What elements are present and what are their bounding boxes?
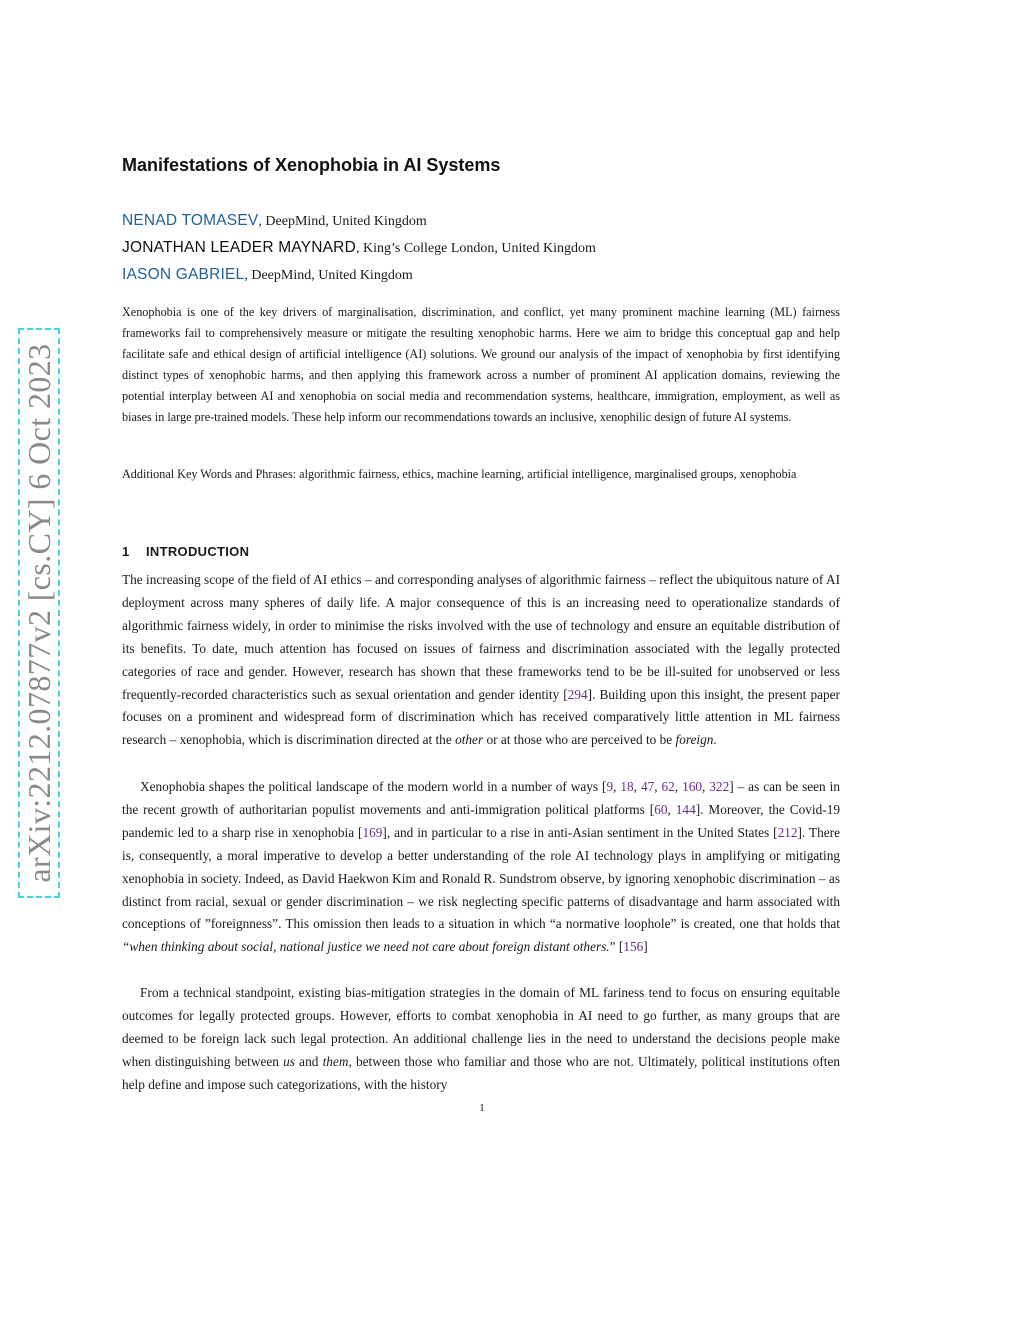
citation-link[interactable]: 169 bbox=[362, 824, 383, 840]
para-text: ]. Building upon this insight, the present paper focuses on a prominent and widespread form of discrimination which has received comparatively little attention in ML fairness research – xenophobia, which is discrimination directed at the bbox=[122, 686, 840, 748]
separator: , bbox=[613, 779, 621, 794]
emphasis: them bbox=[322, 1053, 349, 1069]
arxiv-stamp: arXiv:2212.07877v2 [cs.CY] 6 Oct 2023 bbox=[18, 328, 60, 898]
abstract: Xenophobia is one of the key drivers of marginalisation, discrimination, and conflict, yet many prominent machine learning (ML) fairness frameworks fail to comprehensively measure or mitigate the resulting xenophobic harms. Here we aim to bridge this conceptual gap and help facilitate safe and ethical design of artificial intelligence (AI) solutions. We ground our analysis of the impact of xenophobia by first identifying distinct types of xenophobic harms, and then applying this framework across a number of prominent AI application domains, reviewing the potential interplay between AI and xenophobia on social media and recommendation systems, healthcare, immigration, employment, as well as biases in large pre-trained models. These help inform our recommendations towards an inclusive, xenophilic design of future AI systems. bbox=[122, 305, 840, 424]
citation-link[interactable]: 18 bbox=[620, 779, 634, 794]
para-text: From a technical standpoint, existing bias-mitigation strategies in the domain of ML fariness tend to focus on ensuring equitable outcomes for legally protected groups. However, efforts to combat xenophobia in AI need to go further, as many groups that are deemed to be foreign lack such legal protection. An additional challenge lies in the need to understand the decisions people make when distinguishing between bbox=[122, 985, 840, 1069]
section-title: INTRODUCTION bbox=[146, 544, 250, 559]
author-line bbox=[122, 266, 413, 284]
separator: , bbox=[667, 801, 676, 817]
citation-link[interactable]: 294 bbox=[567, 686, 588, 702]
citation-link[interactable]: 322 bbox=[709, 779, 730, 794]
emphasis: foreign bbox=[675, 732, 714, 748]
author-affiliation: , DeepMind, United Kingdom bbox=[244, 268, 413, 283]
para-text: ]. There is, consequently, a moral imperative to develop a better understanding of the role AI technology plays in amplifying or mitigating xenophobia in society. Indeed, as David Haekwon Kim and Ronald R. Sundstrom observe, by ignoring xenophobic discrimination – as distinct from racial, sexual or gender discrimination – we risk neglecting specific patterns of disadvantage and harm associated with conceptions of ”foreignness”. This omission then leads to a situation in which “a normative loophole” is created, one that holds that bbox=[122, 824, 840, 932]
citation-link[interactable]: 212 bbox=[777, 824, 798, 840]
author-name-link[interactable]: NENAD TOMASEV bbox=[122, 212, 259, 229]
page-number: 1 bbox=[479, 1102, 485, 1114]
para-text: The increasing scope of the field of AI ethics – and corresponding analyses of algorithmic fairness – reflect the ubiquitous nature of AI deployment across many spheres of daily life. A major consequence of this is an increasing need to operationalize standards of algorithmic fairness widely, in order to minimise the risks involved with the use of technology and ensure an equitable distribution of its benefits. To date, much attention has focused on issues of fairness and discrimination associated with the legally protected categories of race and gender. However, research has shown that these frameworks tend to be be ill-suited for unobserved or less frequently-recorded characteristics such as sexual orientation and gender identity [ bbox=[122, 572, 840, 702]
citation-link[interactable]: 60 bbox=[654, 801, 668, 817]
author-name: JONATHAN LEADER MAYNARD bbox=[122, 239, 356, 256]
separator: , bbox=[633, 779, 641, 794]
separator: , bbox=[702, 779, 710, 794]
para-text: , between those who familiar and those who are not. Ultimately, political institutions often help define and impose such categorizations, with the history bbox=[122, 1053, 840, 1092]
citation-link[interactable]: 62 bbox=[661, 779, 675, 794]
intro-paragraph-1 bbox=[122, 569, 840, 752]
section-heading bbox=[122, 544, 249, 559]
paper-title: Manifestations of Xenophobia in AI Systems bbox=[122, 155, 501, 175]
author-name-link[interactable]: IASON GABRIEL bbox=[122, 266, 245, 283]
para-text: ” [ bbox=[609, 939, 624, 955]
author-affiliation: , DeepMind, United Kingdom bbox=[258, 214, 427, 229]
emphasis: us bbox=[283, 1053, 295, 1069]
para-text: and bbox=[294, 1053, 323, 1069]
citation-link[interactable]: 47 bbox=[640, 779, 655, 794]
author-line bbox=[122, 212, 427, 230]
author-affiliation: , King’s College London, United Kingdom bbox=[355, 241, 596, 256]
author-line bbox=[122, 239, 596, 257]
intro-paragraph-2 bbox=[122, 776, 840, 959]
emphasis: “when thinking about social, national justice we need not care about foreign distant others. bbox=[122, 939, 610, 955]
para-text: ], and in particular to a rise in anti-Asian sentiment in the United States [ bbox=[382, 824, 778, 840]
separator: , bbox=[674, 779, 683, 794]
emphasis: other bbox=[455, 732, 484, 748]
para-text: or at those who are perceived to be bbox=[483, 732, 676, 748]
section-number: 1 bbox=[122, 544, 130, 559]
para-text: . bbox=[713, 732, 717, 748]
separator: , bbox=[654, 779, 662, 794]
keywords: Additional Key Words and Phrases: algorithmic fairness, ethics, machine learning, artificial intelligence, marginalised groups, xenophobia bbox=[122, 467, 797, 481]
citation-link[interactable]: 156 bbox=[623, 939, 644, 955]
para-text: ] bbox=[643, 939, 648, 955]
para-text: ] – as can be seen in the recent growth of authoritarian populist movements and anti-immigration political platforms [ bbox=[122, 779, 840, 817]
para-text: Xenophobia shapes the political landscape of the modern world in a number of ways [ bbox=[140, 779, 607, 794]
citation-link[interactable]: 160 bbox=[682, 779, 703, 794]
citation-link[interactable]: 144 bbox=[675, 801, 696, 817]
intro-paragraph-3 bbox=[122, 982, 840, 1097]
para-text: ]. Moreover, the Covid-19 pandemic led to a sharp rise in xenophobia [ bbox=[122, 801, 840, 840]
citation-link[interactable]: 9 bbox=[606, 779, 614, 794]
